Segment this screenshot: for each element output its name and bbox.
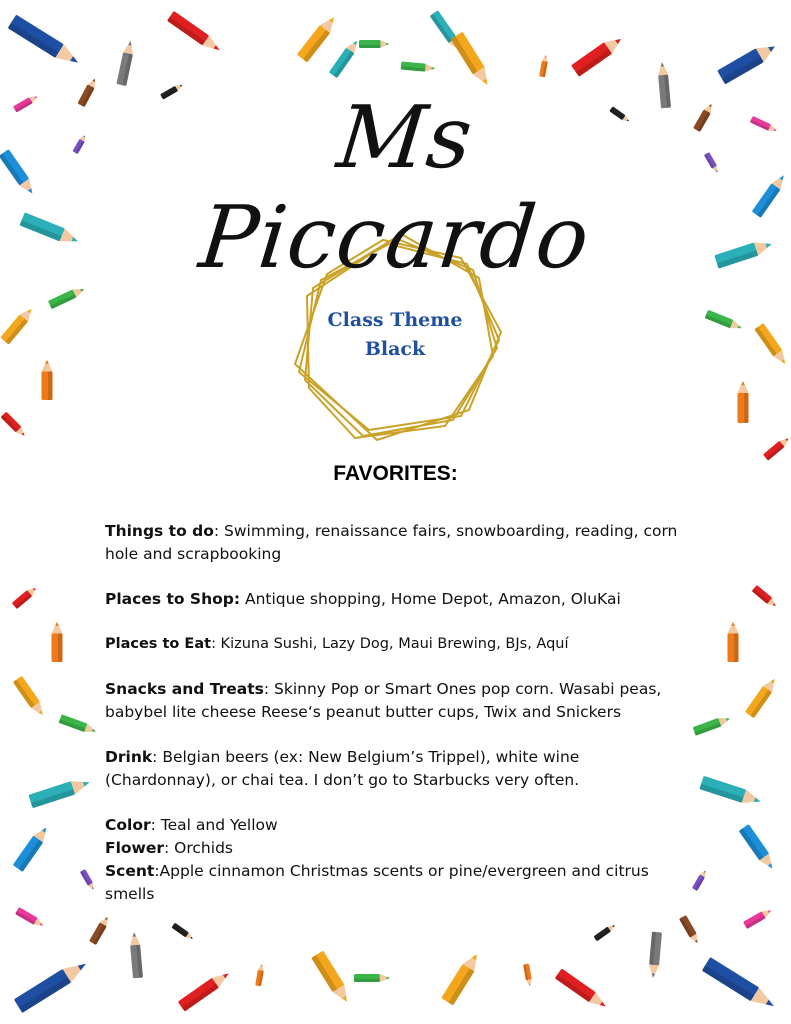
pencil-icon — [72, 134, 87, 154]
color-label: Color — [105, 816, 151, 834]
drink-value: : Belgian beers (ex: New Belgium’s Trippel), white wine (Chardonnay), or chai tea. I don’t go to Starbucks very often. — [105, 748, 580, 789]
scent-value: :Apple cinnamon Christmas scents or pine/evergreen and citrus smells — [105, 862, 649, 903]
favorite-places-to-eat — [105, 633, 695, 656]
pencil-icon — [657, 62, 671, 109]
pencil-icon — [593, 923, 616, 942]
eat-value: : Kizuna Sushi, Lazy Dog, Maui Brewing, BJs, Aquí — [211, 636, 569, 652]
things-label: Things to do — [105, 522, 214, 540]
pencil-icon — [13, 824, 52, 872]
pencil-icon — [14, 957, 90, 1013]
pencil-icon — [129, 932, 143, 979]
pencil-icon — [693, 102, 715, 132]
things-value: : Swimming, renaissance fairs, snowboarding, reading, corn hole and scrapbooking — [105, 522, 678, 563]
pencil-icon — [12, 585, 39, 609]
pencil-icon — [743, 907, 773, 929]
pencil-icon — [15, 907, 45, 929]
pencil-icon — [354, 974, 390, 982]
pencil-icon — [167, 11, 223, 55]
pencil-icon — [679, 915, 701, 945]
favorite-scent — [105, 860, 695, 906]
pencil-icon — [717, 40, 779, 85]
pencil-icon — [441, 951, 483, 1006]
pencil-icon — [739, 824, 778, 872]
pencil-icon — [0, 149, 37, 197]
pencil-icon — [0, 305, 35, 344]
pencil-icon — [80, 869, 96, 891]
pencil-icon — [89, 915, 111, 945]
snacks-value: : Skinny Pop or Smart Ones pop corn. Wasabi peas, babybel lite cheese Reese‘s peanut butter cups, Twix and Snickers — [105, 680, 662, 721]
pencil-icon — [48, 285, 86, 309]
pencil-icon — [451, 32, 494, 89]
shop-value: Antique shopping, Home Depot, Amazon, OluKai — [240, 590, 621, 608]
pencil-icon — [171, 923, 194, 942]
pencil-icon — [311, 951, 353, 1006]
favorite-things-to-do — [105, 520, 695, 566]
pencil-icon — [539, 55, 549, 78]
pencil-icon — [763, 435, 791, 460]
flower-label: Flower — [105, 839, 165, 857]
scent-label: Scent — [105, 862, 155, 880]
class-theme-label — [300, 306, 490, 364]
drink-label: Drink — [105, 748, 153, 766]
pencil-icon — [754, 323, 789, 367]
favorite-color — [105, 814, 695, 837]
pencil-icon — [699, 776, 762, 808]
pencil-icon — [255, 964, 265, 987]
pencil-icon — [13, 676, 47, 718]
pencil-icon — [59, 714, 98, 735]
favorite-snacks — [105, 678, 695, 724]
shop-label: Places to Shop: — [105, 590, 241, 608]
color-value: : Teal and Yellow — [150, 816, 278, 834]
pencil-icon — [28, 776, 91, 808]
favorites-heading: FAVORITES: — [333, 462, 458, 485]
pencil-icon — [13, 93, 39, 112]
pencil-icon — [693, 714, 732, 735]
pencil-icon — [329, 38, 361, 78]
snacks-label: Snacks and Treats — [105, 680, 264, 698]
pencil-icon — [702, 957, 778, 1013]
pencil-icon — [42, 360, 53, 400]
flower-value: : Orchids — [164, 839, 233, 857]
favorite-drink — [105, 746, 695, 792]
pencil-icon — [752, 585, 779, 609]
pencil-icon — [704, 152, 720, 174]
pencil-icon — [359, 40, 389, 48]
pencil-icon — [738, 381, 749, 423]
favorites-list — [105, 520, 695, 906]
pencil-icon — [401, 62, 436, 73]
pencil-icon — [297, 14, 339, 63]
pencil-icon — [52, 622, 63, 662]
pencil-icon — [705, 310, 744, 333]
favorite-places-to-shop — [105, 588, 695, 611]
theme-line-1: Class Theme — [327, 309, 463, 331]
theme-line-2: Black — [364, 338, 426, 360]
pencil-icon — [728, 622, 739, 662]
pencil-icon — [745, 676, 779, 718]
page-title: Ms Piccardo — [195, 88, 595, 288]
pencil-icon — [714, 237, 773, 268]
pencil-icon — [77, 77, 98, 107]
pencil-icon — [571, 33, 625, 77]
pencil-icon — [750, 116, 778, 134]
eat-label: Places to Eat — [105, 636, 212, 652]
pencil-icon — [752, 172, 789, 218]
pencil-icon — [523, 964, 533, 987]
pencil-icon — [1, 412, 28, 439]
pencil-icon — [20, 212, 81, 247]
pencil-icon — [555, 968, 609, 1011]
pencil-icon — [116, 40, 135, 86]
pencil-icon — [8, 15, 83, 70]
pencil-icon — [648, 932, 662, 979]
favorite-flower — [105, 837, 695, 860]
pencil-icon — [178, 968, 232, 1011]
